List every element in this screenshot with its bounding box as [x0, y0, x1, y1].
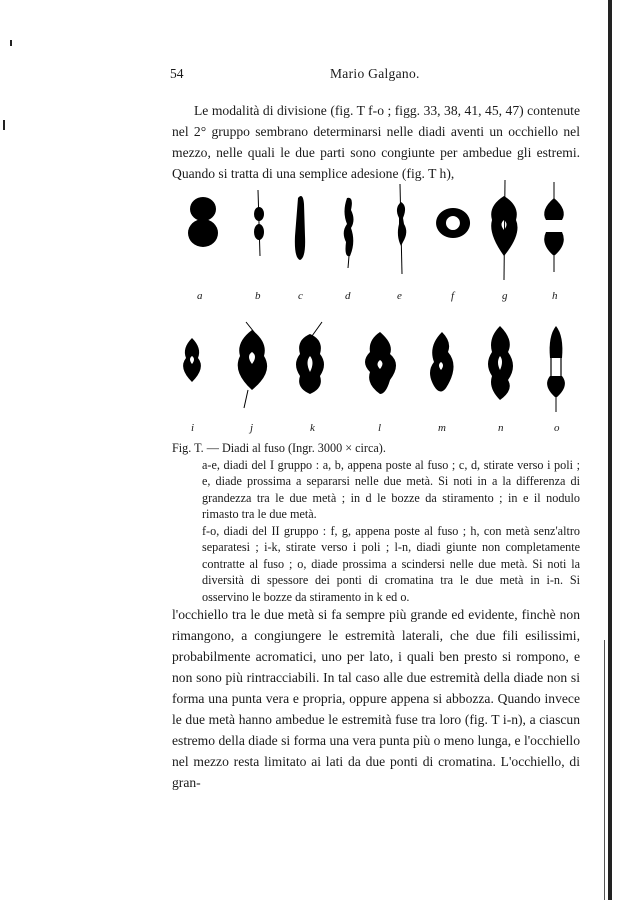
diad-a [188, 197, 218, 247]
diad-d [344, 198, 354, 268]
diad-l [365, 332, 396, 394]
diad-o [547, 326, 565, 412]
label-j: j [250, 422, 254, 434]
label-a: a [197, 290, 203, 302]
diad-f [436, 208, 470, 238]
diad-j [238, 322, 267, 408]
label-g: g [502, 290, 508, 302]
label-k: k [310, 422, 315, 434]
diad-h [544, 182, 564, 272]
page-edge-rule [608, 0, 612, 900]
label-l: l [378, 422, 382, 434]
scan-mark [10, 40, 12, 46]
diad-b [254, 190, 264, 256]
caption-title: Fig. T. — Diadi al fuso (Ingr. 3000 × circa). [172, 441, 386, 455]
label-h: h [552, 290, 558, 302]
label-i: i [191, 422, 195, 434]
diad-e [397, 184, 406, 274]
body-paragraph-2: l'occhiello tra le due metà si fa sempre più grande ed evidente, finchè non rimangono, a congiungere le estremità laterali, che due fili esilissimi, probabilmente acromatici, uno per lato, i quali ben presto si rompono, e non sono più rintracciabili. In tal caso alle due estremità della diade non si forma una punta vera e propria, oppure appena si abbozza. Quando invece le due metà hanno ambedue le estremità fuse tra loro (fig. T i-n), a ciascun estremo della diade si forma una vera punta più o meno lunga, e l'occhiello nel mezzo resta limitato ai lati da due ponti di cromatina. L'occhiello, di gran- [172, 607, 580, 790]
label-b: b [255, 290, 261, 302]
diad-g [491, 180, 517, 280]
diad-m [430, 332, 454, 392]
page-number: 54 [170, 66, 184, 81]
running-author: Mario Galgano. [330, 66, 420, 81]
label-m: m [438, 422, 446, 434]
diad-i [183, 338, 201, 382]
running-head [170, 66, 580, 84]
diad-c [295, 196, 305, 260]
label-e: e [397, 290, 402, 302]
label-c: c [298, 290, 303, 302]
label-d: d [345, 290, 351, 302]
caption-group-2: f-o, diadi del II gruppo : f, g, appena poste al fuso ; h, con metà senz'altro separatesi ; i-k, stirate verso i poli ; l-n, diadi giunte non completamente contratte al fuso ; o, diade prossima a scindersi nelle due metà. Si noti la diversità di spessore dei ponti di cromatina tra le due metà in i-n. Si osservino le bozze da stiramento in k ed o. [202, 523, 580, 604]
page-edge-rule-thin [604, 640, 605, 900]
figure-t-drawing [170, 176, 590, 440]
scan-mark [3, 120, 5, 130]
figure-t [170, 176, 590, 440]
diad-k [296, 322, 324, 394]
label-f: f [451, 290, 455, 302]
figure-caption [172, 440, 580, 605]
label-o: o [554, 422, 560, 434]
diad-n [488, 326, 513, 400]
label-n: n [498, 422, 504, 434]
body-paragraph-1: Le modalità di divisione (fig. T f-o ; figg. 33, 38, 41, 45, 47) contenute nel 2° gruppo sembrano determinarsi nelle diadi aventi un occhiello nel mezzo, nelle quali le due parti sono congiunte per ambedue gli estremi. Quando si tratta di una semplice adesione (fig. T h), [172, 103, 580, 181]
caption-group-1: a-e, diadi del I gruppo : a, b, appena poste al fuso ; c, d, stirate verso i poli ; e, diade prossima a separarsi nelle due metà. Si noti in a la differenza di grandezza tra le due metà ; in d le bozze da stiramento ; in e il nodulo rimasto tra le due metà. [202, 457, 580, 521]
